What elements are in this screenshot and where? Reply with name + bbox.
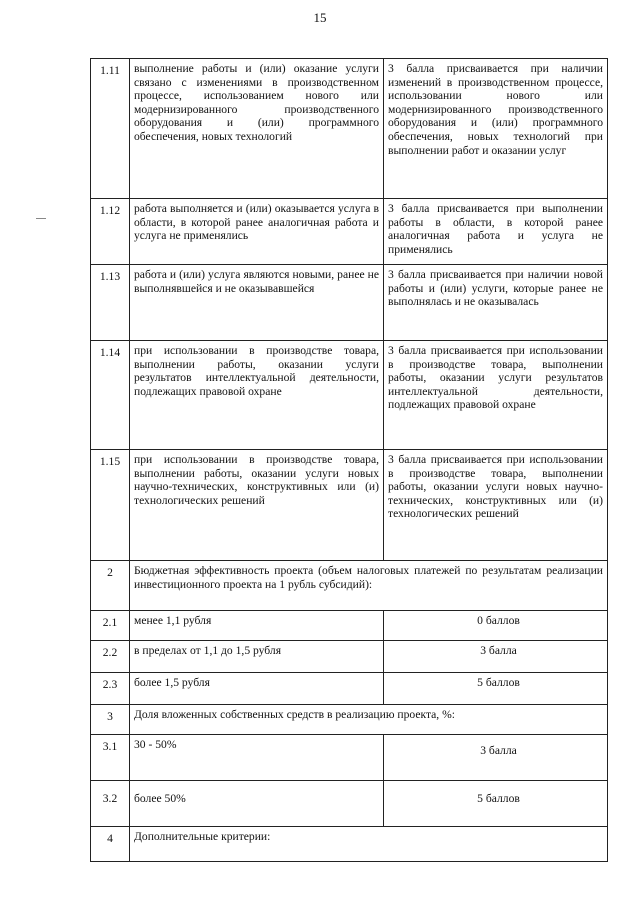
criterion-description: при использовании в производстве товара, выполнении работы, оказании услуги результатов интеллектуальной деятельности, подлежащих правовой охране	[130, 341, 384, 450]
criterion-description: менее 1,1 рубля	[130, 611, 384, 641]
row-number: 1.12	[91, 199, 130, 265]
section-row	[91, 561, 608, 611]
criterion-score: 3 балла	[384, 641, 608, 673]
criterion-score: 3 балла присваивается при выполнении работы в области, в которой ранее аналогичная работа и услуга не применялись	[384, 199, 608, 265]
row-number: 1.13	[91, 265, 130, 341]
table-row	[91, 450, 608, 561]
criterion-description: при использовании в производстве товара, выполнении работы, оказании услуги новых научно-технических, конструктивных или (и) технологических решений	[130, 450, 384, 561]
row-number: 1.11	[91, 59, 130, 199]
criterion-description: работа и (или) услуга являются новыми, ранее не выполнявшейся и не оказывавшейся	[130, 265, 384, 341]
page-number: 15	[313, 10, 327, 25]
criterion-score: 3 балла присваивается при наличии новой работы и (или) услуги, которые ранее не выполнялась и не оказывалась	[384, 265, 608, 341]
section-heading: Доля вложенных собственных средств в реализацию проекта, %:	[130, 705, 608, 735]
table-row	[91, 611, 608, 641]
criterion-score: 3 балла	[384, 735, 608, 781]
criteria-table	[90, 58, 608, 862]
row-number: 4	[91, 827, 130, 862]
criterion-description: в пределах от 1,1 до 1,5 рубля	[130, 641, 384, 673]
table-row	[91, 341, 608, 450]
table-row	[91, 781, 608, 827]
section-heading: Дополнительные критерии:	[130, 827, 608, 862]
section-row	[91, 705, 608, 735]
table-row	[91, 641, 608, 673]
criterion-description: более 50%	[130, 781, 384, 827]
row-number: 2.2	[91, 641, 130, 673]
section-row	[91, 827, 608, 862]
row-number: 1.14	[91, 341, 130, 450]
row-number: 3.1	[91, 735, 130, 781]
criterion-score: 3 балла присваивается при использовании в производстве товара, выполнении работы, оказании услуги результатов интеллектуальной деятельности, подлежащих правовой охране	[384, 341, 608, 450]
section-heading	[130, 561, 608, 611]
margin-mark	[36, 218, 46, 219]
criterion-score: 5 баллов	[384, 781, 608, 827]
row-number: 2.1	[91, 611, 130, 641]
criterion-description: работа выполняется и (или) оказывается услуга в области, в которой ранее аналогичная работа и услуга не применялись	[130, 199, 384, 265]
section-heading-text: Бюджетная эффективность проекта (объем налоговых платежей по результатам реализации инвестиционного проекта на 1 рубль субсидий):	[134, 564, 603, 591]
criterion-score: 3 балла присваивается при использовании в производстве товара, выполнении работы, оказании услуги новых научно-технических, конструктивных или (и) технологических решений	[384, 450, 608, 561]
row-number: 1.15	[91, 450, 130, 561]
table-row	[91, 673, 608, 705]
criterion-description: более 1,5 рубля	[130, 673, 384, 705]
table-row	[91, 199, 608, 265]
row-number: 2.3	[91, 673, 130, 705]
table-row	[91, 265, 608, 341]
table-row	[91, 59, 608, 199]
row-number: 3.2	[91, 781, 130, 827]
criterion-description: выполнение работы и (или) оказание услуги связано с изменениями в производственном процессе, использованием нового или модернизированного производственного оборудования и (или) программного обеспечения, новых технологий	[130, 59, 384, 199]
criterion-score: 5 баллов	[384, 673, 608, 705]
criterion-score: 0 баллов	[384, 611, 608, 641]
criterion-description: 30 - 50%	[130, 735, 384, 781]
row-number: 3	[91, 705, 130, 735]
row-number: 2	[91, 561, 130, 611]
table-row	[91, 735, 608, 781]
criterion-score: 3 балла присваивается при наличии изменений в производственном процессе, использовании нового или модернизированного производственного оборудования и (или) программного обеспечения, новых технологий при выполнении работ и оказании услуг	[384, 59, 608, 199]
